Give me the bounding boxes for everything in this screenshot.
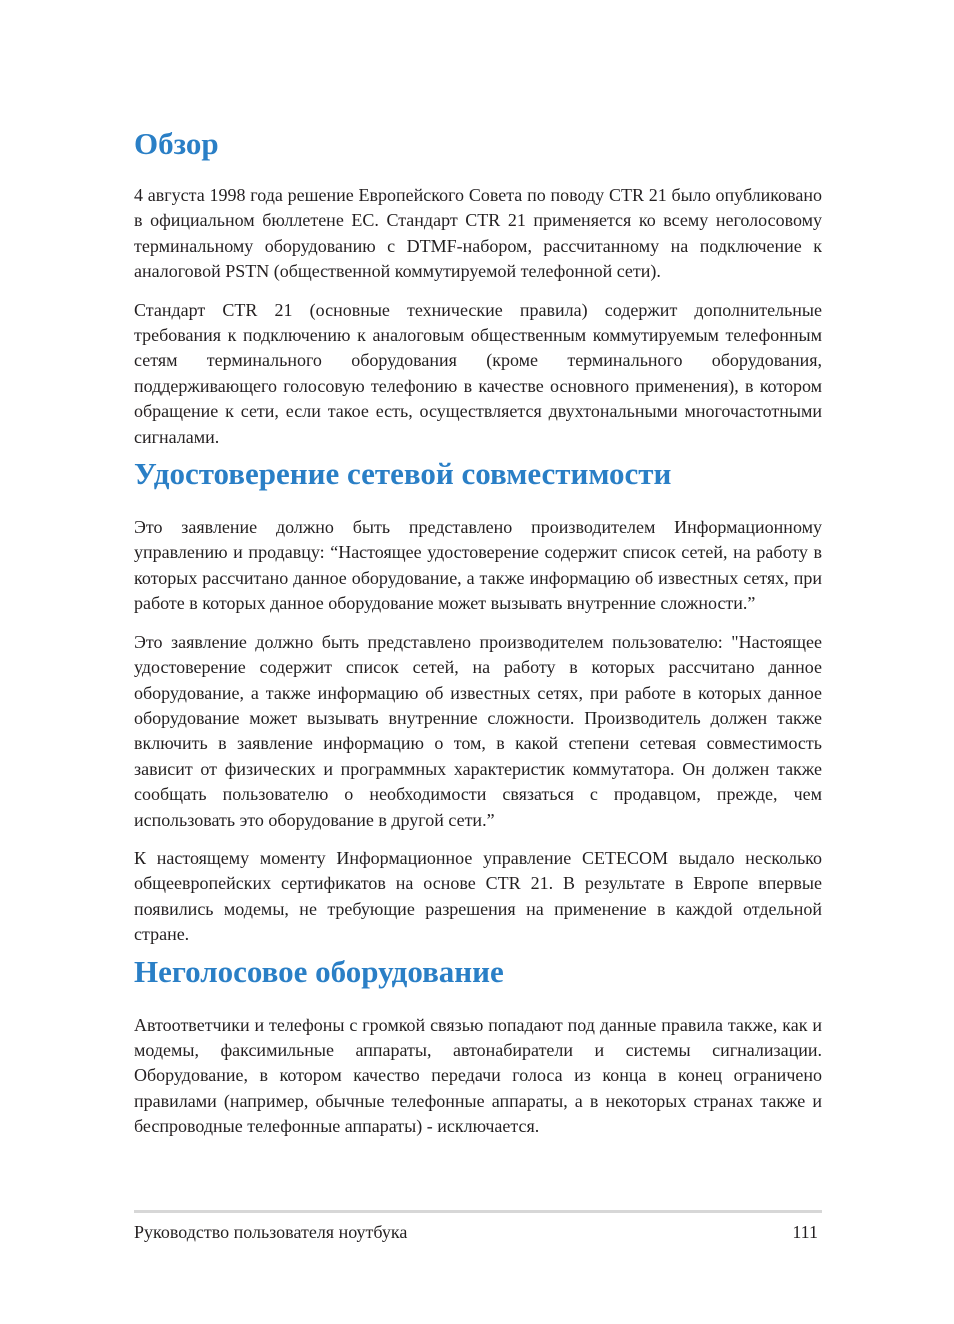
section-network-compatibility bbox=[134, 452, 822, 948]
section-overview bbox=[134, 122, 822, 450]
paragraph-compatibility-2: Это заявление должно быть представлено производителем пользователю: "Настоящее удостоверение содержит список сетей, на работу в которых рассчитано данное оборудование, а также информацию об известных сетях, при работе в которых данное оборудование может вызывать внутренние сложности. Производитель должен также включить в заявление информацию о том, в какой степени сетевая совместимость зависит от физических и программных характеристик коммутатора. Он должен также сообщать пользователю о необходимости связаться с продавцом, прежде, чем использовать это оборудование в другой сети.” bbox=[134, 631, 822, 830]
section-non-voice-equipment bbox=[134, 950, 822, 1140]
paragraph-overview-2: Стандарт CTR 21 (основные технические правила) содержит дополнительные требования к подключению к аналоговым общественным коммутируемым телефонным сетям терминального оборудования (кроме терминального оборудования, поддерживающего голосовую телефонию в качестве основного применения), в котором обращение к сети, если такое есть, осуществляется двухтональными многочастотными сигналами. bbox=[134, 299, 822, 447]
paragraph-overview-1: 4 августа 1998 года решение Европейского Совета по поводу CTR 21 было опубликовано в официальном бюллетене ЕС. Стандарт CTR 21 применяется ко всему неголосовому терминальному оборудованию с DTMF-набором, рассчитанному на подключение к аналоговой PSTN (общественной коммутируемой телефонной сети). bbox=[134, 185, 822, 282]
heading-network-compatibility: Удостоверение сетевой совместимости bbox=[134, 456, 672, 492]
page-number: 111 bbox=[792, 1222, 818, 1242]
document-page bbox=[134, 122, 822, 1140]
page-footer bbox=[134, 1210, 822, 1244]
heading-overview: Обзор bbox=[134, 126, 219, 161]
heading-non-voice-equipment: Неголосовое оборудование bbox=[134, 953, 504, 989]
paragraph-compatibility-1: Это заявление должно быть представлено производителем Информационному управлению и продавцу: “Настоящее удостоверение содержит список сетей, на работу в которых рассчитано данное оборудование, а также информацию об известных сетях, при работе в которых данное оборудование может вызывать внутренние сложности.” bbox=[134, 517, 822, 614]
paragraph-non-voice-1: Автоответчики и телефоны с громкой связью попадают под данные правила также, как и модемы, факсимильные аппараты, автонабиратели и системы сигнализации. Оборудование, в котором качество передачи голоса из конца в конец ограничено правилами (например, обычные телефонные аппараты, а в некоторых странах также и беспроводные телефонные аппараты) - исключается. bbox=[134, 1014, 822, 1137]
footer-title: Руководство пользователя ноутбука bbox=[134, 1222, 408, 1242]
paragraph-compatibility-3: К настоящему моменту Информационное управление CETECOM выдало несколько общеевропейских сертификатов на основе CTR 21. В результате в Европе впервые появились модемы, не требующие разрешения на применение в каждой отдельной стране. bbox=[134, 847, 822, 945]
